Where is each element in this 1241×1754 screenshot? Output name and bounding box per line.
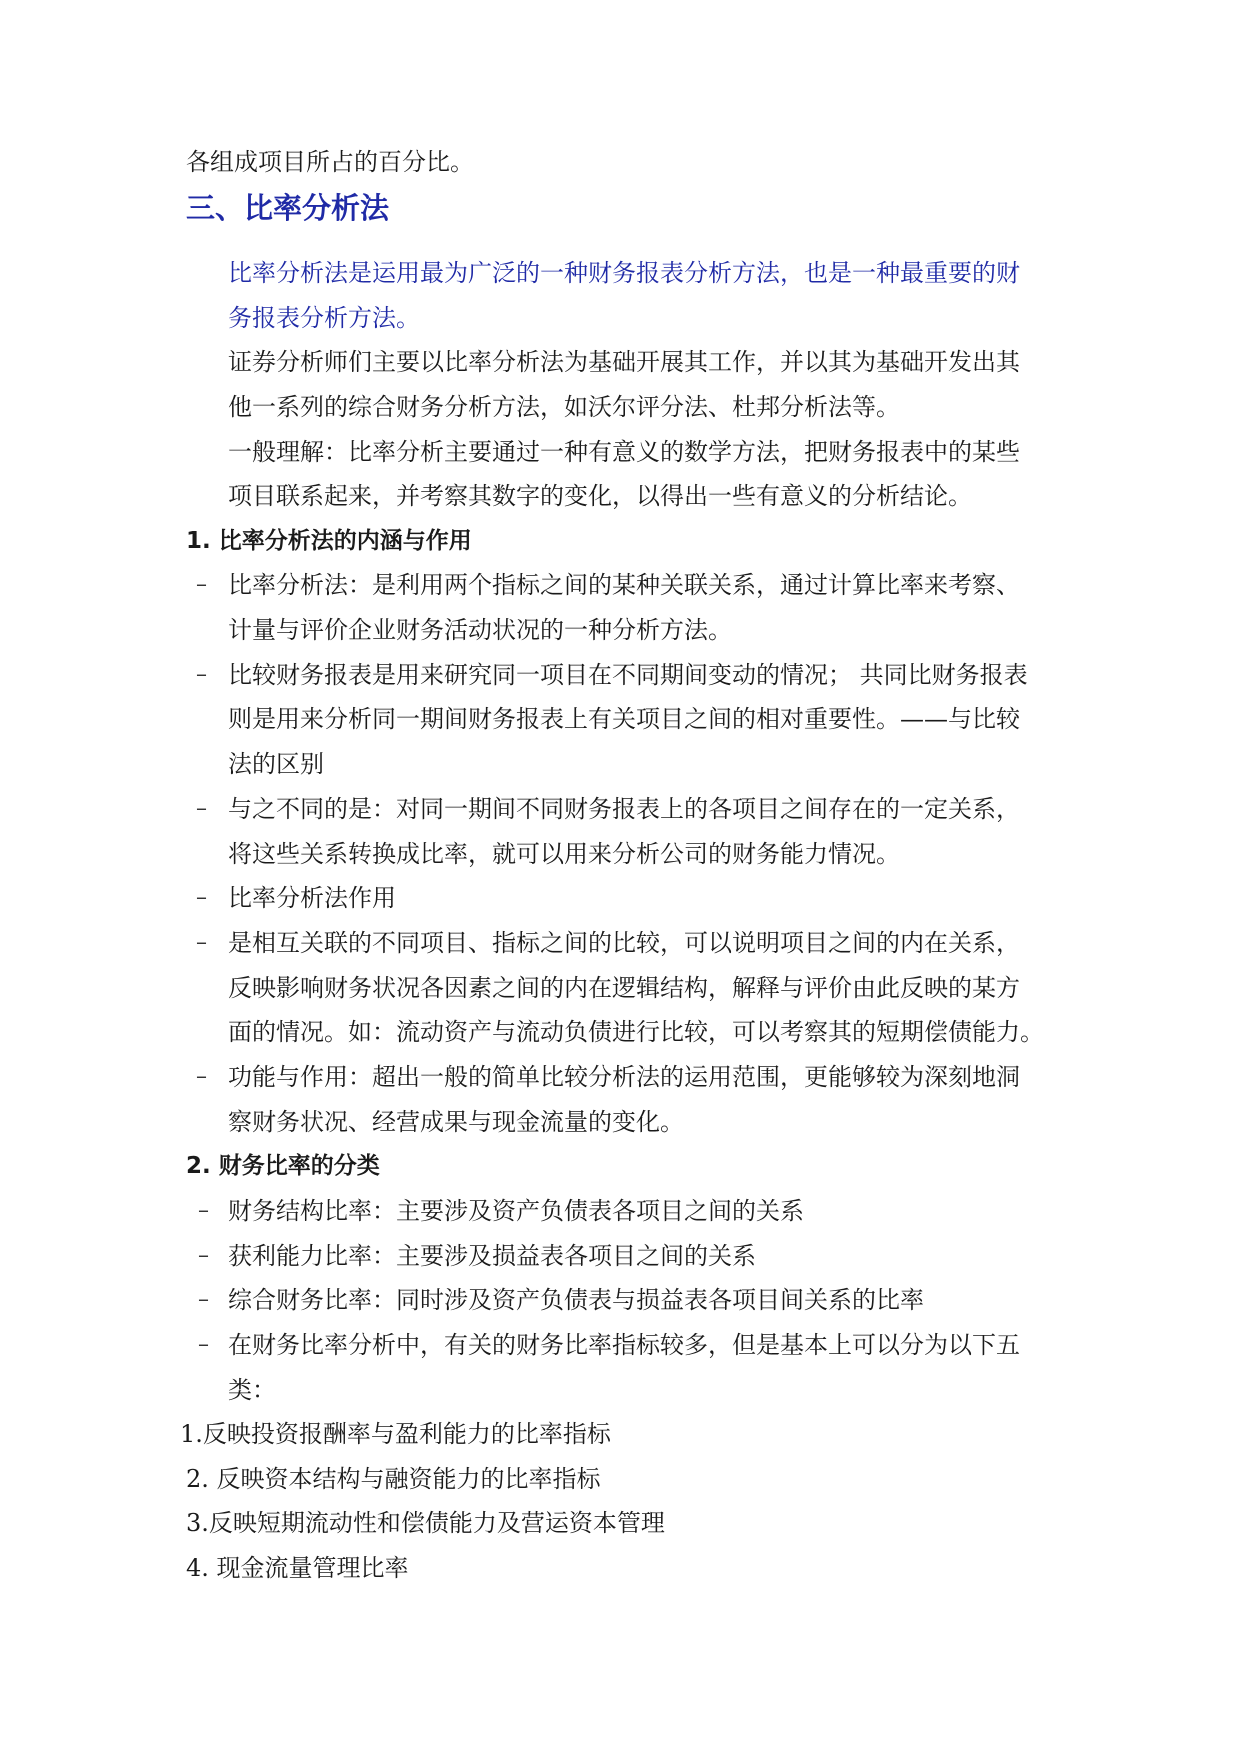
subheading-1: 1. 比率分析法的内涵与作用 bbox=[186, 528, 472, 554]
bullet-6-line-1: 功能与作用：超出一般的简单比较分析法的运用范围，更能够较为深刻地洞 bbox=[228, 1063, 1020, 1091]
bullet-6-line-2: 察财务状况、经营成果与现金流量的变化。 bbox=[228, 1108, 684, 1136]
paragraph-1-line-2: 务报表分析方法。 bbox=[228, 304, 420, 332]
bullet-dash: – bbox=[198, 1198, 209, 1223]
numbered-item-2: 2. 反映资本结构与融资能力的比率指标 bbox=[186, 1465, 601, 1493]
numbered-item-4: 4. 现金流量管理比率 bbox=[186, 1554, 409, 1582]
bullet-3-line-1: 与之不同的是：对同一期间不同财务报表上的各项目之间存在的一定关系， bbox=[228, 795, 1020, 823]
paragraph-2-line-1: 证券分析师们主要以比率分析法为基础开展其工作，并以其为基础开发出其 bbox=[228, 348, 1020, 376]
bullet-2-line-3: 法的区别 bbox=[228, 750, 324, 778]
paragraph-2-line-2: 他一系列的综合财务分析方法，如沃尔评分法、杜邦分析法等。 bbox=[228, 393, 900, 421]
bullet-1-line-2: 计量与评价企业财务活动状况的一种分析方法。 bbox=[228, 616, 732, 644]
subheading-2: 2. 财务比率的分类 bbox=[186, 1153, 380, 1179]
bullet-5-line-1: 是相互关联的不同项目、指标之间的比较，可以说明项目之间的内在关系， bbox=[228, 929, 1020, 957]
bullet-dash: – bbox=[198, 1243, 209, 1268]
numbered-item-1: 1.反映投资报酬率与盈利能力的比率指标 bbox=[180, 1420, 611, 1448]
section-heading: 三、比率分析法 bbox=[186, 191, 390, 225]
bullet-dash: – bbox=[196, 572, 207, 597]
intro-tail-text: 各组成项目所占的百分比。 bbox=[186, 148, 474, 176]
category-4-line-2: 类： bbox=[228, 1376, 276, 1404]
bullet-dash: – bbox=[196, 930, 207, 955]
bullet-dash: – bbox=[198, 1287, 209, 1312]
category-4-line-1: 在财务比率分析中，有关的财务比率指标较多，但是基本上可以分为以下五 bbox=[228, 1331, 1020, 1359]
paragraph-3-line-1: 一般理解：比率分析主要通过一种有意义的数学方法，把财务报表中的某些 bbox=[228, 438, 1020, 466]
paragraph-1-line-1: 比率分析法是运用最为广泛的一种财务报表分析方法，也是一种最重要的财 bbox=[228, 259, 1020, 287]
bullet-dash: – bbox=[196, 1064, 207, 1089]
bullet-dash: – bbox=[198, 1332, 209, 1357]
paragraph-3-line-2: 项目联系起来，并考察其数字的变化，以得出一些有意义的分析结论。 bbox=[228, 482, 972, 510]
bullet-3-line-2: 将这些关系转换成比率，就可以用来分析公司的财务能力情况。 bbox=[228, 840, 900, 868]
numbered-item-3: 3.反映短期流动性和偿债能力及营运资本管理 bbox=[186, 1509, 665, 1537]
bullet-dash: – bbox=[196, 885, 207, 910]
bullet-dash: – bbox=[196, 796, 207, 821]
bullet-dash: – bbox=[196, 662, 207, 687]
bullet-2-line-1: 比较财务报表是用来研究同一项目在不同期间变动的情况； 共同比财务报表 bbox=[228, 661, 1028, 689]
bullet-2-line-2: 则是用来分析同一期间财务报表上有关项目之间的相对重要性。——与比较 bbox=[228, 705, 1020, 733]
bullet-5-line-2: 反映影响财务状况各因素之间的内在逻辑结构，解释与评价由此反映的某方 bbox=[228, 974, 1020, 1002]
category-3: 综合财务比率：同时涉及资产负债表与损益表各项目间关系的比率 bbox=[228, 1286, 924, 1314]
category-1: 财务结构比率：主要涉及资产负债表各项目之间的关系 bbox=[228, 1197, 804, 1225]
bullet-5-line-3: 面的情况。如：流动资产与流动负债进行比较，可以考察其的短期偿债能力。 bbox=[228, 1018, 1044, 1046]
bullet-1-line-1: 比率分析法：是利用两个指标之间的某种关联关系，通过计算比率来考察、 bbox=[228, 571, 1020, 599]
category-2: 获利能力比率：主要涉及损益表各项目之间的关系 bbox=[228, 1242, 756, 1270]
bullet-4-line-1: 比率分析法作用 bbox=[228, 884, 396, 912]
